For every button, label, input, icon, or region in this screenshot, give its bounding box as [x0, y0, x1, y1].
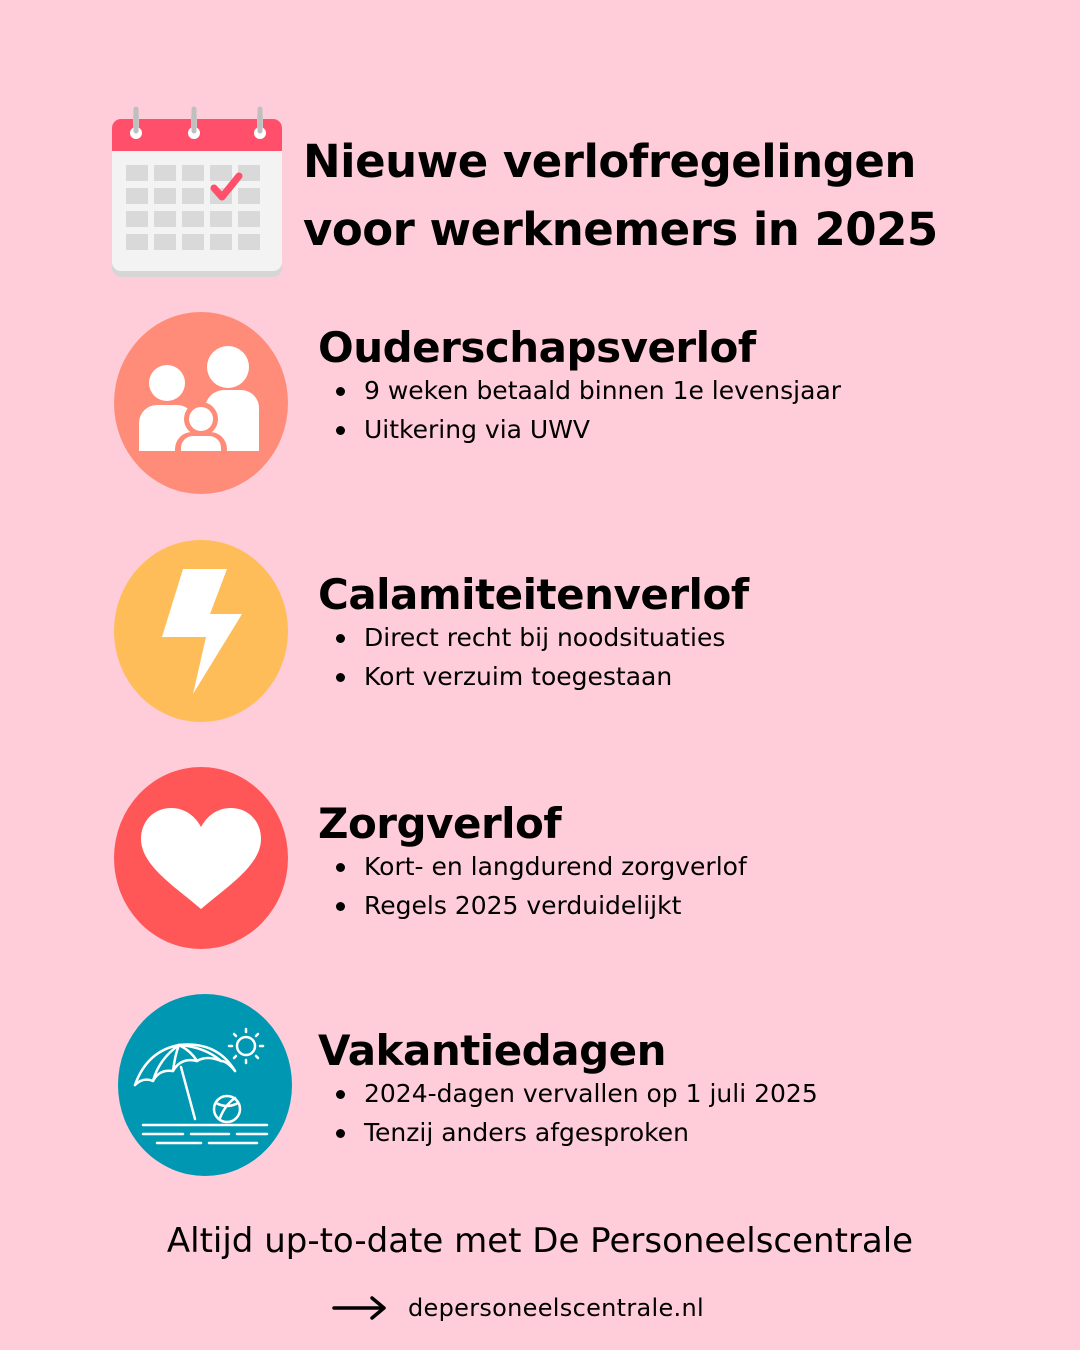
list-item: Regels 2025 verduidelijkt: [336, 887, 747, 926]
section-heading-ouderschapsverlof: Ouderschapsverlof: [318, 323, 756, 372]
website-link[interactable]: depersoneelscentrale.nl: [408, 1294, 704, 1322]
section-heading-calamiteitenverlof: Calamiteitenverlof: [318, 570, 749, 619]
beach-umbrella-icon: [117, 993, 293, 1177]
footer-tagline: Altijd up-to-date met De Personeelscentrale: [166, 1221, 914, 1261]
heart-icon: [113, 766, 289, 950]
list-item: Kort verzuim toegestaan: [336, 658, 725, 697]
family-icon: [113, 311, 289, 495]
page-title: [303, 128, 1023, 264]
section-heading-vakantiedagen: Vakantiedagen: [318, 1026, 667, 1075]
website-row: [332, 1288, 704, 1328]
list-item: Tenzij anders afgesproken: [336, 1114, 818, 1153]
bullet-list-zorgverlof: [336, 848, 747, 925]
arrow-right-icon: [332, 1294, 388, 1322]
list-item: Kort- en langdurend zorgverlof: [336, 848, 747, 887]
list-item: 9 weken betaald binnen 1e levensjaar: [336, 372, 841, 411]
section-heading-zorgverlof: Zorgverlof: [318, 799, 562, 848]
list-item: Uitkering via UWV: [336, 411, 841, 450]
calendar-check-icon: [110, 105, 285, 280]
page-title-line-1: Nieuwe verlofregelingen: [303, 135, 916, 188]
list-item: Direct recht bij noodsituaties: [336, 619, 725, 658]
bullet-list-ouderschapsverlof: [336, 372, 841, 449]
list-item: 2024-dagen vervallen op 1 juli 2025: [336, 1075, 818, 1114]
bullet-list-vakantiedagen: [336, 1075, 818, 1152]
lightning-icon: [113, 539, 289, 723]
page-title-line-2: voor werknemers in 2025: [303, 203, 938, 256]
bullet-list-calamiteitenverlof: [336, 619, 725, 696]
